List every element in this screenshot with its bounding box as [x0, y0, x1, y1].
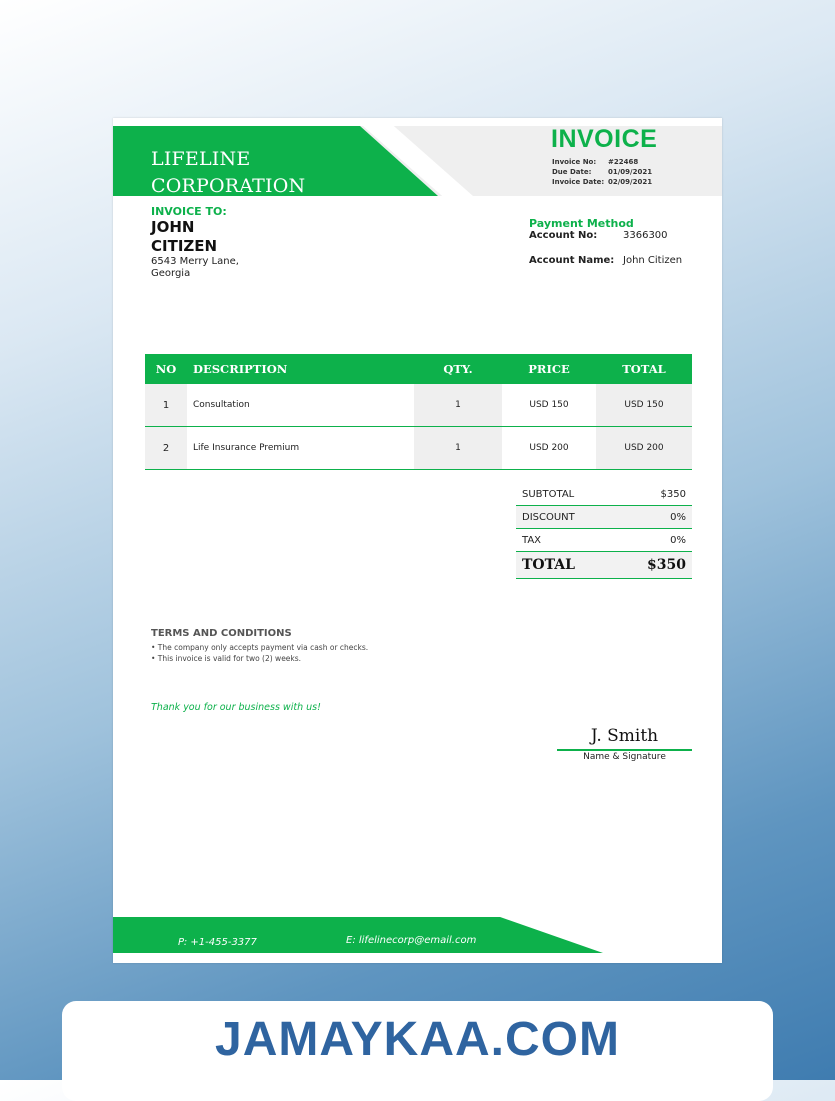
header-no: NO — [155, 362, 177, 376]
company-name-line2: CORPORATION — [151, 175, 306, 197]
account-number-row — [529, 230, 668, 241]
terms-item: • This invoice is valid for two (2) weeks. — [151, 654, 302, 663]
grand-total-row — [516, 552, 692, 579]
invoice-number-row — [552, 157, 652, 167]
discount-row — [516, 506, 692, 529]
tax-label: TAX — [522, 534, 542, 546]
table-header — [145, 354, 692, 384]
tax-value: 0% — [670, 534, 686, 546]
row-qty: 1 — [414, 427, 502, 469]
grand-total-value: $350 — [647, 557, 686, 573]
row-no: 1 — [145, 384, 187, 426]
invoice-date-label: Invoice Date: — [552, 178, 605, 186]
client-address-line1: 6543 Merry Lane, — [151, 256, 239, 267]
table-row — [145, 384, 692, 427]
invoice-number-value: #22468 — [608, 158, 639, 166]
terms-list — [151, 642, 368, 664]
client-name-line2: CITIZEN — [151, 237, 218, 255]
header-price: PRICE — [528, 362, 570, 376]
terms-title: TERMS AND CONDITIONS — [151, 628, 292, 639]
invoice-title: INVOICE — [551, 125, 658, 153]
payment-method-title: Payment Method — [529, 217, 634, 230]
discount-value: 0% — [670, 511, 686, 523]
discount-label: DISCOUNT — [522, 511, 575, 523]
totals-block — [516, 483, 692, 579]
invoice-to-label: INVOICE TO: — [151, 205, 227, 218]
grand-total-label: TOTAL — [522, 557, 575, 573]
footer-email: E: lifelinecorp@email.com — [346, 935, 477, 946]
terms-item: • The company only accepts payment via cash or checks. — [151, 643, 369, 652]
account-number-label: Account No: — [529, 230, 598, 241]
invoice-meta — [552, 157, 652, 187]
account-name-value: John Citizen — [623, 255, 683, 266]
subtotal-row — [516, 483, 692, 506]
account-name-row — [529, 255, 682, 266]
due-date-value: 01/09/2021 — [608, 168, 653, 176]
due-date-label: Due Date: — [552, 168, 592, 176]
invoice-date-value: 02/09/2021 — [608, 178, 653, 186]
client-name — [151, 218, 217, 256]
signature-line — [557, 749, 692, 751]
client-name-line1: JOHN — [151, 218, 195, 236]
tax-row — [516, 529, 692, 552]
row-no: 2 — [145, 427, 187, 469]
company-name — [151, 146, 305, 200]
footer-phone: P: +1-455-3377 — [178, 937, 257, 948]
signature-label: Name & Signature — [583, 752, 666, 762]
company-name-line1: LIFELINE — [151, 148, 251, 170]
row-qty: 1 — [414, 384, 502, 426]
invoice-number-label: Invoice No: — [552, 158, 597, 166]
invoice-page — [113, 118, 722, 963]
table-row — [145, 427, 692, 470]
signature-name: J. Smith — [590, 726, 659, 746]
row-description: Consultation — [187, 384, 414, 426]
due-date-row — [552, 167, 652, 177]
account-name-label: Account Name: — [529, 255, 615, 266]
client-address — [151, 256, 239, 280]
header-total: TOTAL — [622, 362, 666, 376]
subtotal-value: $350 — [660, 488, 686, 500]
row-total: USD 200 — [596, 427, 692, 469]
account-number-value: 3366300 — [623, 230, 668, 241]
watermark-text: JAMAYKAA.COM — [215, 1013, 620, 1066]
row-price: USD 150 — [502, 384, 596, 426]
subtotal-label: SUBTOTAL — [522, 488, 575, 500]
header-qty: QTY. — [443, 362, 473, 376]
row-price: USD 200 — [502, 427, 596, 469]
items-table — [145, 354, 692, 470]
row-total: USD 150 — [596, 384, 692, 426]
row-description: Life Insurance Premium — [187, 427, 414, 469]
client-address-line2: Georgia — [151, 268, 191, 279]
thank-you-note: Thank you for our business with us! — [151, 702, 321, 713]
invoice-date-row — [552, 177, 652, 187]
header-description: DESCRIPTION — [193, 362, 288, 376]
